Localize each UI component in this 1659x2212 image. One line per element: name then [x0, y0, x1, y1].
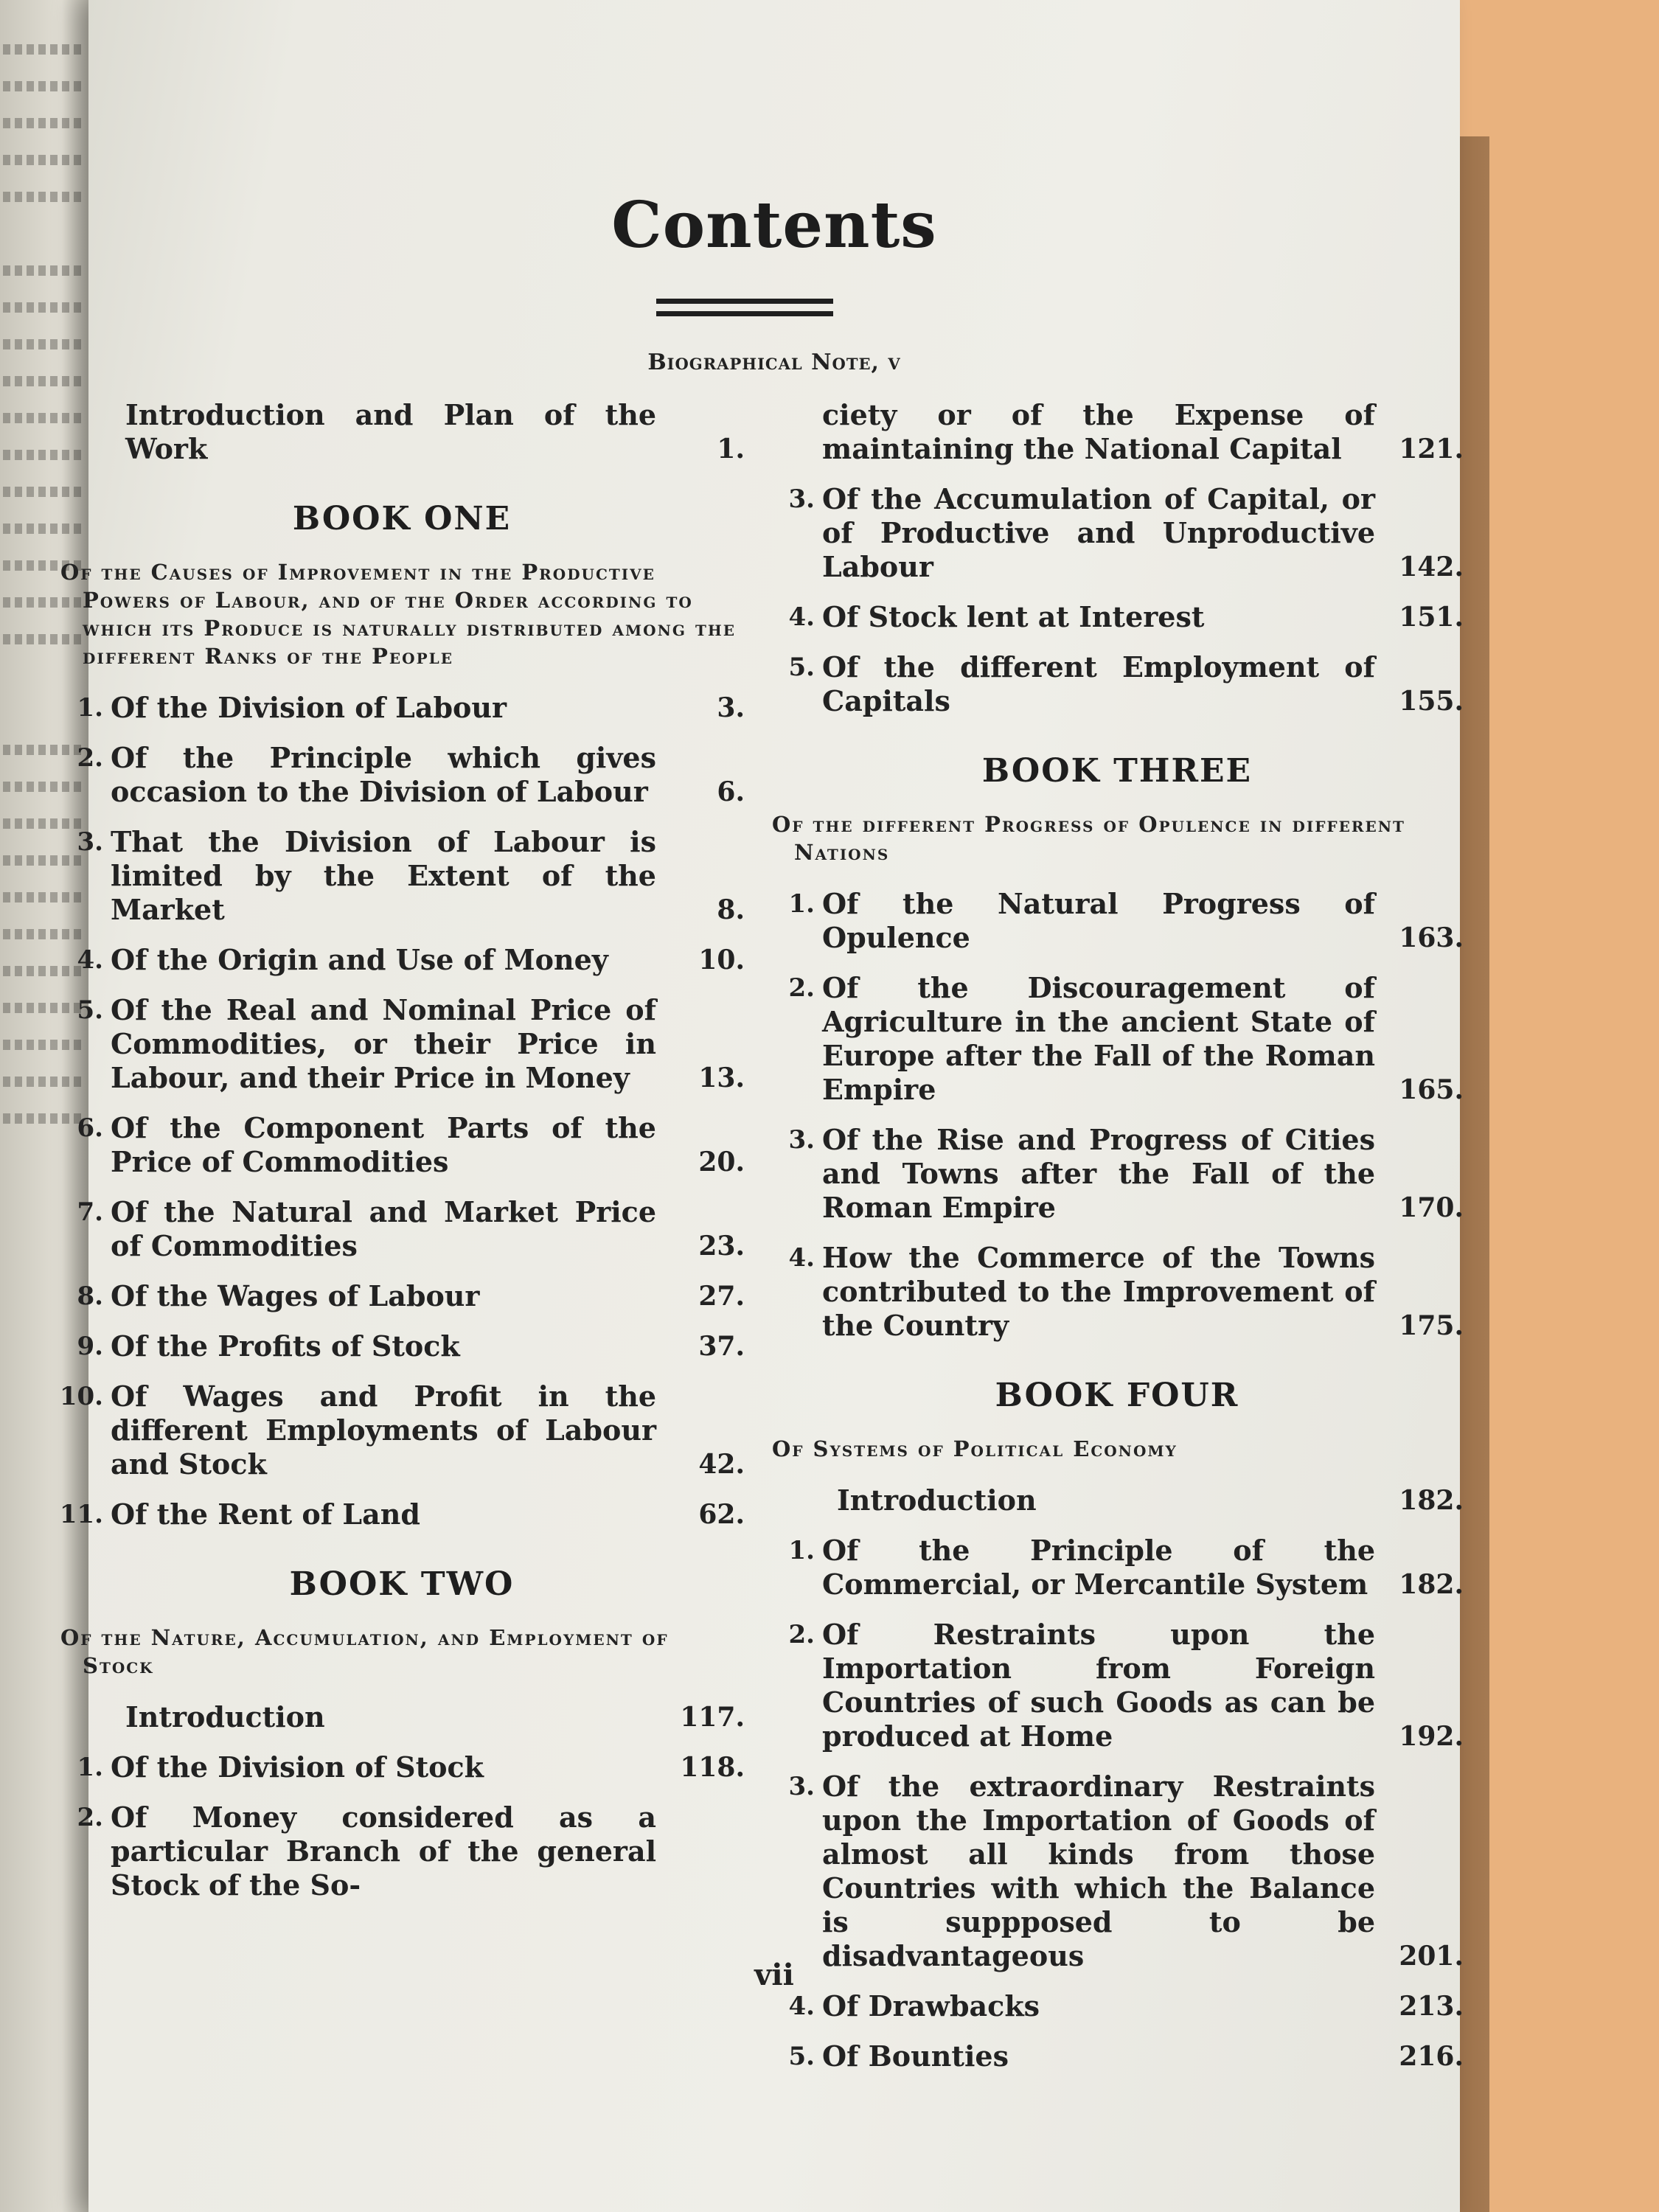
entry-page: 121. — [1399, 434, 1464, 465]
entry-number: 2. — [788, 973, 815, 1003]
toc-entry — [771, 2039, 1464, 2073]
entry-label: Introduction and Plan of the Work — [125, 398, 656, 465]
entry-number: 4. — [788, 1992, 815, 2021]
entry-label: Of the different Employment of Capitals — [822, 650, 1375, 717]
toc-entry — [59, 1498, 745, 1531]
toc-entry — [59, 1329, 745, 1363]
entry-label: Of the Origin and Use of Money — [111, 943, 608, 976]
entry-number: 3. — [77, 827, 103, 857]
toc-entry — [59, 1380, 745, 1481]
toc-entry-continuation — [771, 398, 1464, 466]
entry-number: 7. — [77, 1197, 103, 1227]
entry-page: 170. — [1399, 1192, 1464, 1223]
entry-label: Of the Rent of Land — [111, 1498, 420, 1531]
entry-page: 8. — [717, 894, 745, 925]
toc-entry — [771, 600, 1464, 634]
entry-label: Of the Wages of Labour — [111, 1279, 480, 1312]
entry-page: 13. — [698, 1062, 745, 1093]
entry-page: 213. — [1399, 1991, 1464, 2022]
toc-entry-introduction — [771, 1484, 1464, 1517]
entry-page: 27. — [698, 1281, 745, 1312]
toc-entry — [771, 1618, 1464, 1753]
toc-entry — [771, 887, 1464, 955]
toc-entry — [771, 1123, 1464, 1225]
toc-entry — [59, 1279, 745, 1313]
entry-label: Of the Accumulation of Capital, or of Productive and Unproductive Labour — [822, 482, 1375, 583]
toc-entry — [59, 993, 745, 1095]
entry-label: Introduction — [125, 1700, 325, 1733]
entry-page: 151. — [1399, 602, 1464, 633]
entry-number: 3. — [788, 484, 815, 514]
entry-page: 192. — [1399, 1721, 1464, 1752]
biographical-note-line: Biographical Note, v — [647, 349, 901, 375]
entry-page: 62. — [698, 1499, 745, 1530]
entry-number: 8. — [77, 1281, 103, 1311]
entry-page: 23. — [698, 1231, 745, 1262]
entry-number: 3. — [788, 1772, 815, 1801]
entry-number: 1. — [77, 1753, 103, 1782]
entry-number: 10. — [59, 1382, 103, 1411]
entry-page: 163. — [1399, 922, 1464, 953]
toc-entry — [771, 650, 1464, 718]
entry-label: Of Stock lent at Interest — [822, 600, 1205, 633]
entry-number: 2. — [77, 1803, 103, 1832]
entry-page: 182. — [1399, 1485, 1464, 1516]
entry-label: Of the Division of Stock — [111, 1750, 484, 1784]
entry-number: 6. — [77, 1113, 103, 1143]
toc-entry — [771, 1534, 1464, 1601]
entry-number: 2. — [788, 1620, 815, 1649]
book-four-description: Of Systems of Political Economy — [772, 1436, 1178, 1461]
book-two-description: Of the Nature, Accumulation, and Employment of Stock — [60, 1625, 669, 1678]
entry-label: ciety or of the Expense of maintaining the National Capital — [822, 398, 1375, 465]
entry-page: 42. — [698, 1449, 745, 1480]
toc-entry — [771, 1241, 1464, 1343]
toc-entry-introduction — [59, 398, 745, 466]
toc-entry — [59, 1195, 745, 1263]
entry-number: 4. — [788, 602, 815, 632]
entry-number: 4. — [788, 1243, 815, 1273]
entry-label: Of the extraordinary Restraints upon the Importation of Goods of almost all kinds from those Countries with which the Balance is suppposed to be disadvantageous — [822, 1770, 1375, 1972]
entry-label: Of the Rise and Progress of Cities and Towns after the Fall of the Roman Empire — [822, 1123, 1375, 1224]
book-four-heading: BOOK FOUR — [995, 1377, 1239, 1414]
entry-page: 216. — [1399, 2041, 1464, 2072]
entry-label: Of the Component Parts of the Price of Commodities — [111, 1111, 656, 1178]
book-one-description: Of the Causes of Improvement in the Productive Powers of Labour, and of the Order according to which its Produce is naturally distributed among the different Ranks of the People — [60, 560, 737, 669]
entry-number: 5. — [788, 653, 815, 682]
left-column — [59, 398, 745, 1919]
entry-label: Of Wages and Profit in the different Employments of Labour and Stock — [111, 1380, 656, 1481]
book-two-heading: BOOK TWO — [289, 1565, 515, 1603]
entry-number: 5. — [788, 2042, 815, 2071]
entry-page: 118. — [680, 1752, 745, 1783]
toc-entry — [771, 482, 1464, 584]
entry-page: 1. — [717, 434, 745, 465]
contents-page — [59, 0, 1464, 2212]
entry-page: 3. — [717, 692, 745, 723]
entry-label: Of Money considered as a particular Branch of the general Stock of the So- — [111, 1801, 656, 1902]
entry-number: 5. — [77, 995, 103, 1025]
entry-page: 117. — [680, 1702, 745, 1733]
entry-label: Of the Discouragement of Agriculture in the ancient State of Europe after the Fall of the Roman Empire — [822, 971, 1375, 1106]
toc-entry — [771, 971, 1464, 1107]
entry-label: Of the Principle of the Commercial, or Mercantile System — [822, 1534, 1375, 1601]
page-folio: vii — [754, 1958, 794, 1992]
entry-page: 182. — [1399, 1569, 1464, 1600]
right-column — [771, 398, 1464, 2090]
entry-number: 4. — [77, 945, 103, 975]
toc-entry — [771, 1989, 1464, 2023]
page-title: Contents — [611, 188, 937, 262]
entry-label: Of the Natural Progress of Opulence — [822, 887, 1375, 954]
toc-entry — [771, 1770, 1464, 1973]
entry-page: 165. — [1399, 1074, 1464, 1105]
entry-label: Of the Division of Labour — [111, 691, 507, 724]
book-three-description: Of the different Progress of Opulence in different Nations — [772, 812, 1405, 865]
toc-entry — [59, 1801, 745, 1902]
toc-entry — [59, 741, 745, 809]
toc-entry — [59, 825, 745, 927]
entry-label: Of the Natural and Market Price of Commodities — [111, 1195, 656, 1262]
entry-number: 2. — [77, 743, 103, 773]
entry-number: 1. — [77, 693, 103, 723]
toc-entry — [59, 1750, 745, 1784]
entry-label: How the Commerce of the Towns contributed to the Improvement of the Country — [822, 1241, 1375, 1342]
entry-label: Of the Principle which gives occasion to the Division of Labour — [111, 741, 656, 808]
entry-page: 37. — [698, 1331, 745, 1362]
entry-page: 175. — [1399, 1310, 1464, 1341]
book-one-heading: BOOK ONE — [292, 500, 512, 538]
book-three-heading: BOOK THREE — [981, 752, 1253, 790]
toc-entry — [59, 943, 745, 977]
entry-page: 155. — [1399, 686, 1464, 717]
entry-number: 11. — [59, 1500, 103, 1529]
toc-entry-introduction — [59, 1700, 745, 1734]
entry-page: 10. — [698, 945, 745, 975]
entry-label: Introduction — [837, 1484, 1037, 1517]
entry-number: 1. — [788, 889, 815, 919]
entry-label: That the Division of Labour is limited by the Extent of the Market — [111, 825, 656, 926]
title-double-rule — [656, 299, 833, 319]
entry-label: Of the Real and Nominal Price of Commodities, or their Price in Labour, and their Price in Money — [111, 993, 656, 1094]
entry-label: Of Restraints upon the Importation from Foreign Countries of such Goods as can be produced at Home — [822, 1618, 1375, 1753]
entry-number: 3. — [788, 1125, 815, 1155]
entry-page: 20. — [698, 1147, 745, 1178]
entry-label: Of Drawbacks — [822, 1989, 1040, 2023]
entry-number: 1. — [788, 1536, 815, 1565]
entry-label: Of the Profits of Stock — [111, 1329, 460, 1363]
entry-number: 9. — [77, 1332, 103, 1361]
toc-entry — [59, 1111, 745, 1179]
entry-page: 142. — [1399, 552, 1464, 582]
toc-entry — [59, 691, 745, 725]
entry-page: 201. — [1399, 1941, 1464, 1972]
entry-page: 6. — [717, 776, 745, 807]
entry-label: Of Bounties — [822, 2039, 1009, 2073]
